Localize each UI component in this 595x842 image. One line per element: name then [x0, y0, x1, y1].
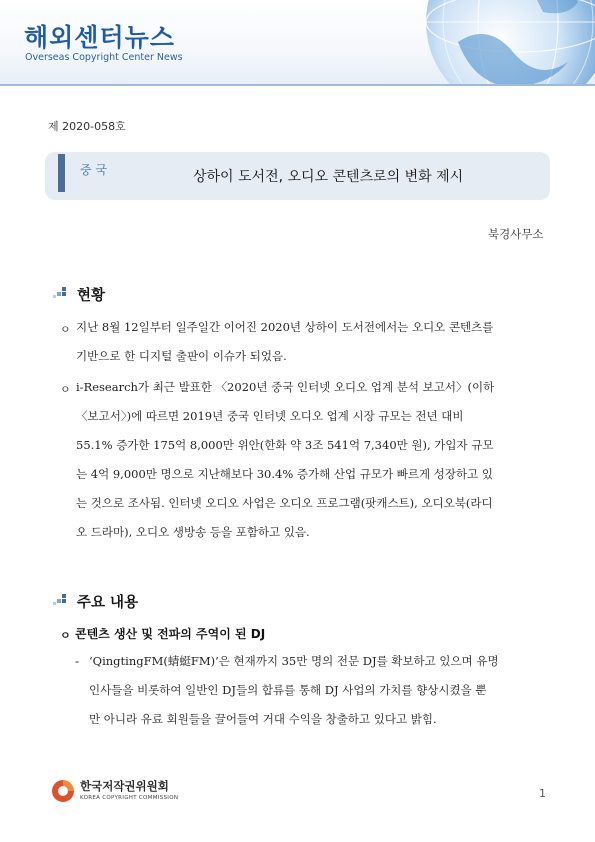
issue-number: 제 2020-058호: [48, 120, 126, 133]
status-paragraph-2: [76, 373, 494, 547]
subheading: 콘텐츠 생산 및 전파의 주역이 된 DJ: [75, 627, 266, 641]
dash-marker: -: [75, 654, 80, 668]
text-line: 만 아니라 유료 회원들을 끌어들여 거대 수익을 창출하고 있다고 밝힘.: [89, 712, 437, 726]
section-bullet-icon: [53, 594, 69, 606]
bullet-marker: ㅇ: [60, 383, 71, 396]
header-banner: [0, 0, 595, 86]
globe-icon: [418, 0, 595, 86]
text-line: 55.1% 증가한 175억 8,000만 위안(한화 약 3조 541억 7,340만 원), 가입자 규모: [76, 438, 494, 452]
section-heading-status: 현황: [77, 288, 106, 304]
text-line: i-Research가 최근 발표한 〈2020년 중국 인터넷 오디오 업계 분석 보고서〉(이하: [76, 380, 495, 394]
region-label: 중 국: [80, 163, 107, 177]
status-paragraph-1: [76, 313, 493, 371]
org-name-korean: 한국저작권위원회: [80, 779, 169, 793]
org-name-english: KOREA COPYRIGHT COMMISSION: [80, 795, 179, 801]
bullet-marker: ㅇ: [60, 629, 71, 642]
copyright-commission-logo: [50, 778, 76, 804]
section-bullet-icon: [53, 287, 69, 299]
title-accent-bar: [58, 154, 65, 192]
newsletter-subtitle: Overseas Copyright Center News: [25, 52, 183, 63]
text-line: 는 것으로 조사됨. 인터넷 오디오 사업은 오디오 프로그램(팟캐스트), 오디오북(라디: [76, 496, 493, 510]
text-line: 오 드라마), 오디오 생방송 등을 포함하고 있음.: [76, 525, 310, 539]
section-heading-main: 주요 내용: [77, 595, 139, 611]
document-title: 상하이 도서전, 오디오 콘텐츠로의 변화 제시: [193, 169, 464, 185]
bullet-marker: ㅇ: [60, 323, 71, 336]
main-paragraph: [89, 647, 499, 734]
header-divider: [0, 84, 595, 86]
text-line: 지난 8월 12일부터 일주일간 이어진 2020년 상하이 도서전에서는 오디오 콘텐츠를: [76, 320, 494, 334]
text-line: 는 4억 9,000만 명으로 지난해보다 30.4% 증가해 산업 규모가 빠르게 성장하고 있: [76, 467, 493, 481]
newsletter-title: 해외센터뉴스: [24, 23, 175, 52]
text-line: 인사들을 비롯하여 일반인 DJ들의 합류를 통해 DJ 사업의 가치를 향상시켰을 뿐: [89, 683, 487, 697]
office-name: 북경사무소: [488, 227, 544, 241]
text-line: ‘QingtingFM(蜻蜓FM)’은 현재까지 35만 명의 전문 DJ를 확보하고 있으며 유명: [89, 654, 499, 668]
text-line: 〈보고서〉)에 따르면 2019년 중국 인터넷 오디오 업계 시장 규모는 전년 대비: [76, 409, 464, 423]
text-line: 기반으로 한 디지털 출판이 이슈가 되었음.: [76, 349, 287, 363]
page-number: 1: [539, 787, 546, 800]
